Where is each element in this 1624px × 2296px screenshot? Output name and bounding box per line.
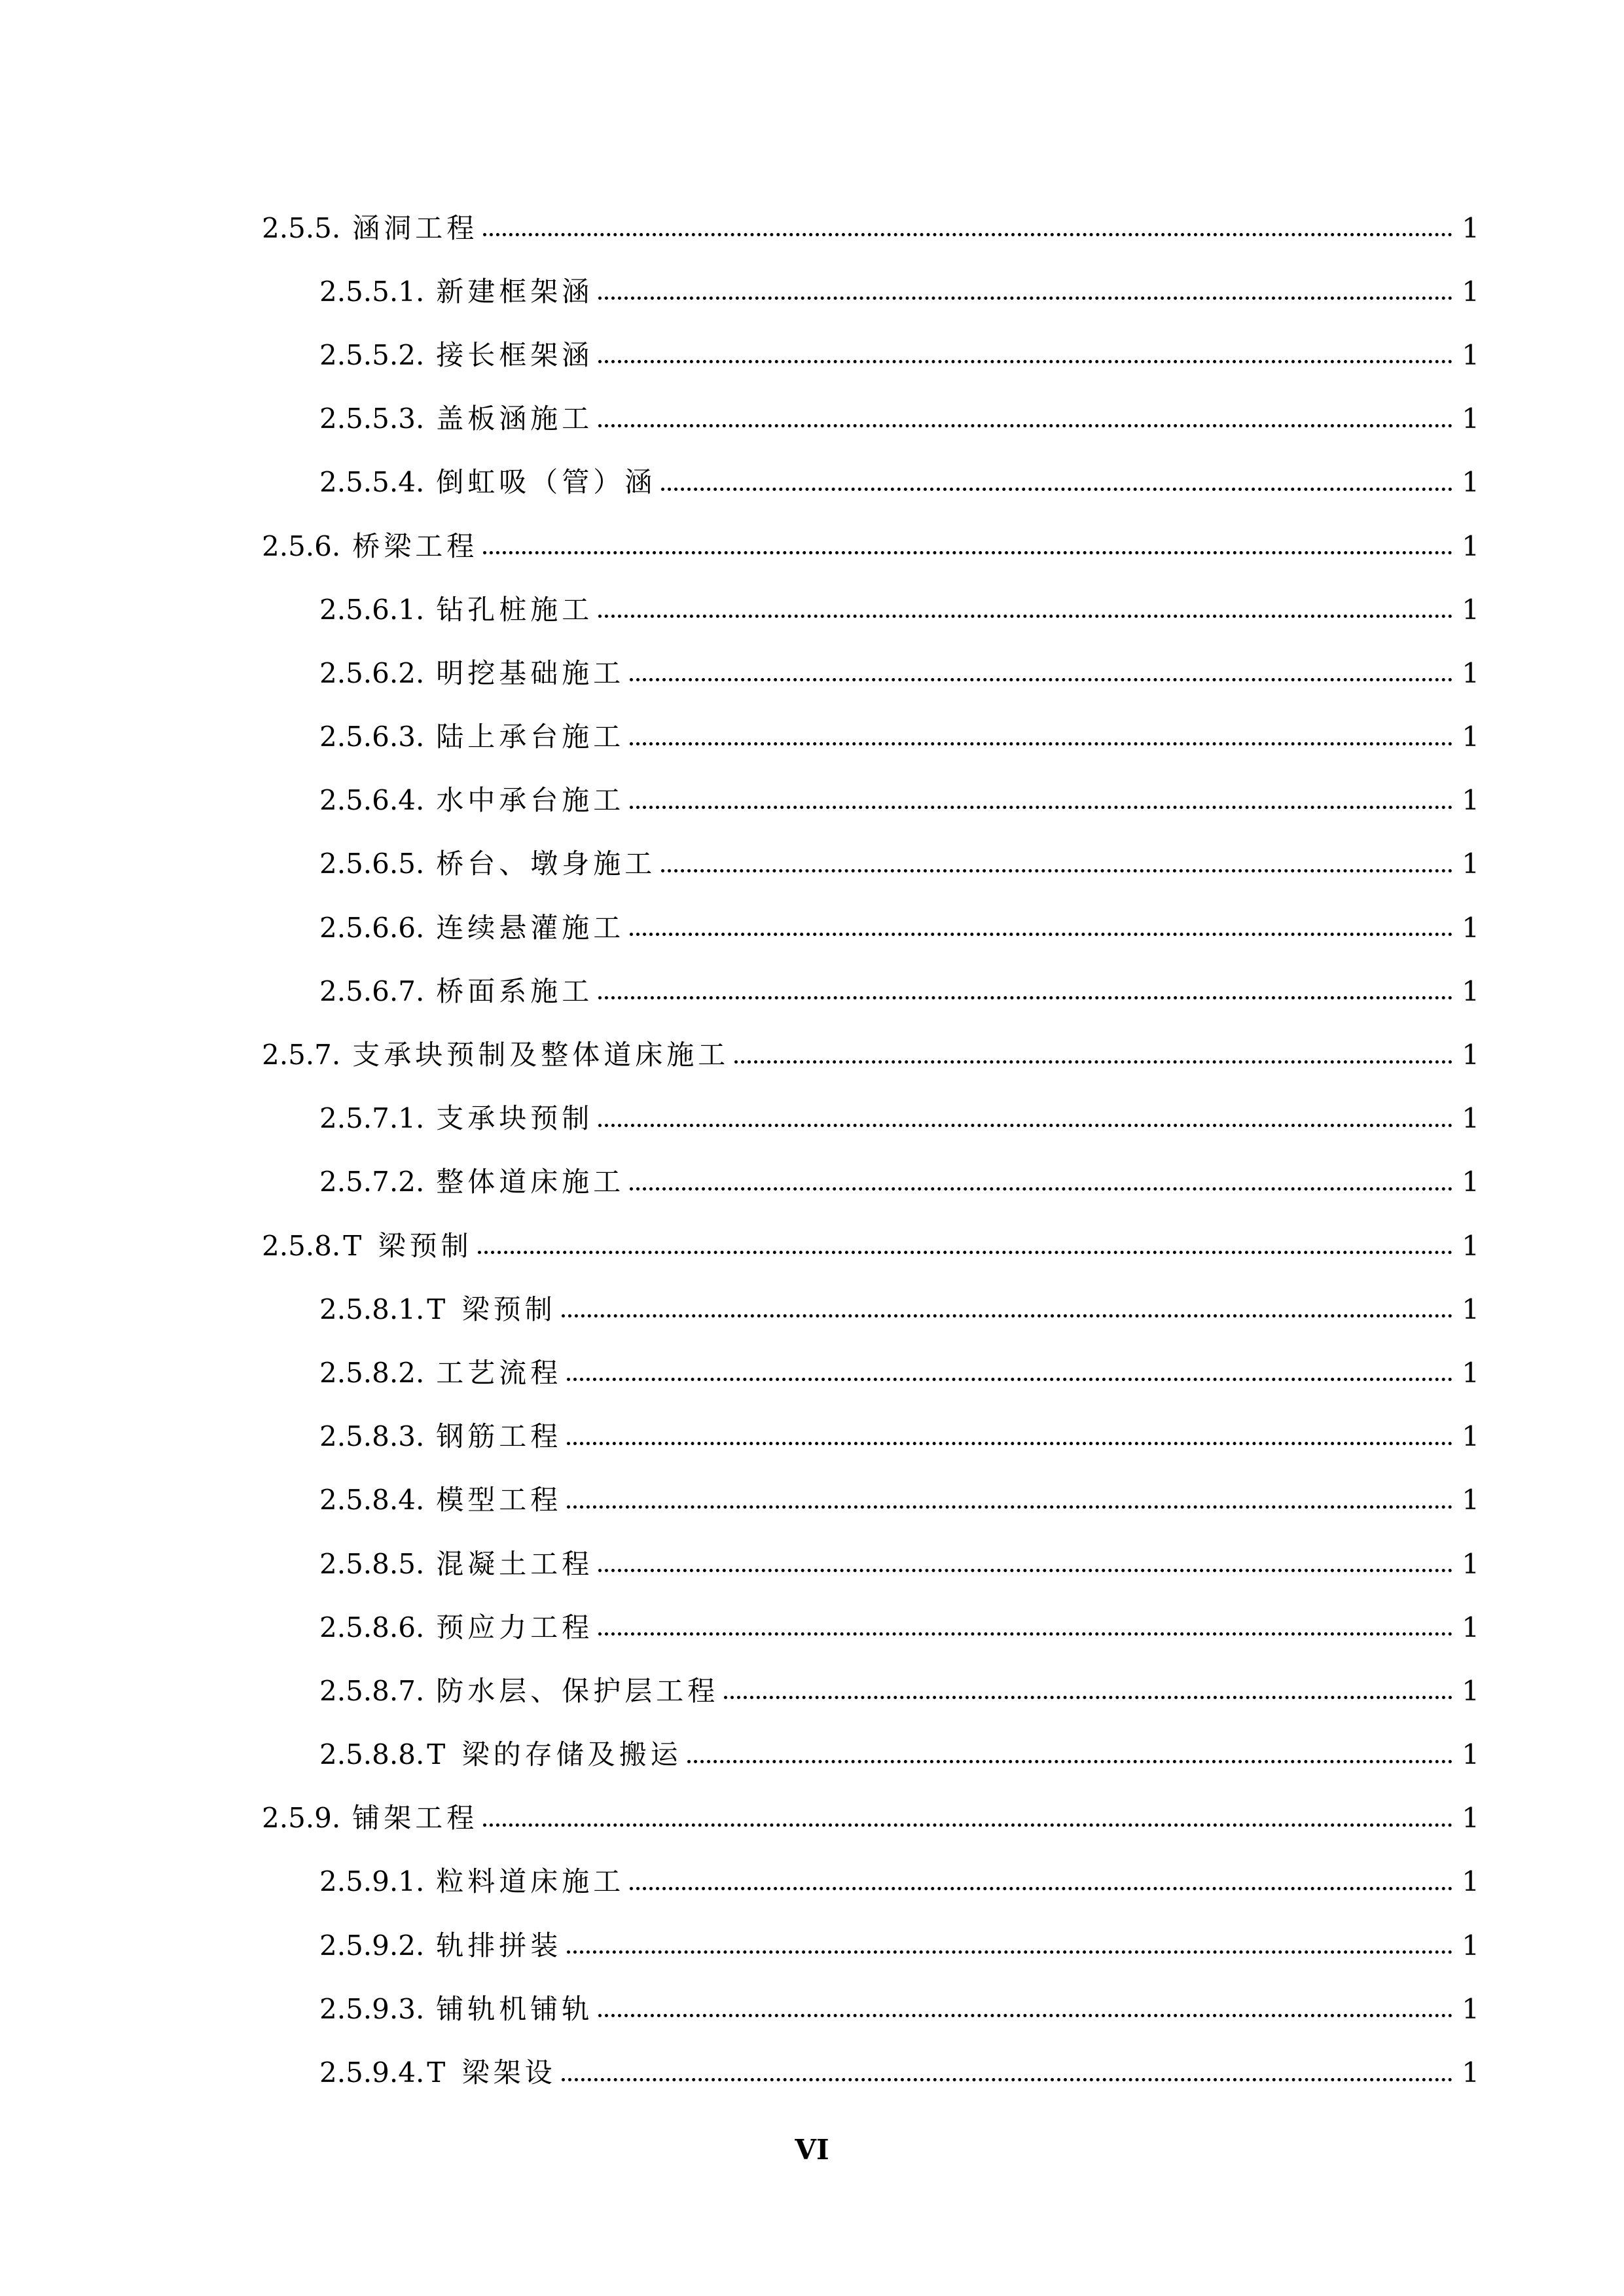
toc-entry-title: 支承块预制及整体道床施工 — [352, 1039, 730, 1071]
dot-leader — [567, 1950, 1453, 1954]
dot-leader — [483, 551, 1453, 554]
toc-entry[interactable] — [262, 451, 1479, 514]
toc-entry[interactable] — [262, 1278, 1479, 1341]
toc-entry-title: 倒虹吸（管）涵 — [436, 466, 657, 499]
dot-leader — [630, 742, 1453, 745]
toc-entry-title: 新建框架涵 — [436, 275, 594, 308]
dot-leader — [687, 1760, 1453, 1763]
dot-leader — [598, 615, 1453, 618]
dot-leader — [598, 360, 1453, 363]
toc-entry-page: 1 — [1462, 1039, 1479, 1071]
page-number: VI — [795, 2134, 829, 2166]
toc-entry[interactable] — [262, 260, 1479, 323]
toc-entry-number: 2.5.6.5. — [319, 848, 425, 880]
dot-leader — [661, 869, 1453, 872]
toc-entry[interactable] — [262, 833, 1479, 896]
dot-leader — [630, 678, 1453, 681]
toc-entry-number: 2.5.8.4. — [319, 1484, 425, 1516]
toc-entry-page: 1 — [1462, 275, 1479, 308]
toc-entry-title: 铺架工程 — [352, 1802, 478, 1835]
toc-entry-page: 1 — [1462, 1674, 1479, 1707]
toc-entry-number: 2.5.7. — [262, 1039, 341, 1071]
toc-entry-title: T 梁预制 — [427, 1293, 556, 1325]
dot-leader — [630, 806, 1453, 809]
toc-entry-page: 1 — [1462, 848, 1479, 880]
toc-entry-number: 2.5.6.4. — [319, 784, 425, 817]
toc-entry[interactable] — [262, 1914, 1479, 1977]
toc-entry-page: 1 — [1462, 2056, 1479, 2089]
toc-entry-page: 1 — [1462, 911, 1479, 944]
toc-entry-number: 2.5.9.3. — [319, 1992, 425, 2025]
toc-entry-title: 钢筋工程 — [436, 1420, 562, 1453]
dot-leader — [567, 1378, 1453, 1381]
toc-entry[interactable] — [262, 196, 1479, 260]
toc-entry-page: 1 — [1462, 1102, 1479, 1135]
toc-entry-number: 2.5.8.6. — [319, 1611, 425, 1643]
toc-entry-title: 连续悬灌施工 — [436, 911, 625, 944]
dot-leader — [562, 2078, 1453, 2081]
dot-leader — [598, 996, 1453, 999]
toc-entry[interactable] — [262, 641, 1479, 705]
toc-entry-title: T 梁预制 — [343, 1229, 473, 1262]
toc-entry-number: 2.5.8.3. — [319, 1420, 425, 1453]
dot-leader — [724, 1696, 1453, 1699]
toc-entry-number: 2.5.7.2. — [319, 1166, 425, 1198]
toc-entry-number: 2.5.5.4. — [319, 466, 425, 499]
toc-entry-page: 1 — [1462, 656, 1479, 689]
toc-entry-title: 桥面系施工 — [436, 975, 594, 1007]
toc-entry-title: 模型工程 — [436, 1484, 562, 1516]
toc-entry-title: 桥梁工程 — [352, 529, 478, 562]
toc-entry-page: 1 — [1462, 403, 1479, 435]
toc-entry[interactable] — [262, 1596, 1479, 1659]
toc-entry[interactable] — [262, 1787, 1479, 1850]
dot-leader — [598, 1632, 1453, 1636]
toc-entry-page: 1 — [1462, 1166, 1479, 1198]
toc-entry-title: 明挖基础施工 — [436, 656, 625, 689]
toc-entry-page: 1 — [1462, 1738, 1479, 1771]
toc-entry-number: 2.5.8.2. — [319, 1356, 425, 1389]
toc-entry-number: 2.5.8.5. — [319, 1547, 425, 1580]
toc-entry-title: T 梁架设 — [427, 2056, 556, 2089]
toc-entry[interactable] — [262, 1723, 1479, 1787]
toc-entry-title: 混凝土工程 — [436, 1547, 594, 1580]
toc-entry-title: 支承块预制 — [436, 1102, 594, 1135]
dot-leader — [661, 488, 1453, 491]
toc-entry-number: 2.5.6.7. — [319, 975, 425, 1007]
toc-entry[interactable] — [262, 1850, 1479, 1914]
toc-entry-number: 2.5.5. — [262, 211, 341, 244]
toc-entry-title: 工艺流程 — [436, 1356, 562, 1389]
toc-entry-page: 1 — [1462, 975, 1479, 1007]
toc-entry[interactable] — [262, 514, 1479, 578]
dot-leader — [734, 1060, 1453, 1064]
toc-entry-page: 1 — [1462, 338, 1479, 371]
toc-entry[interactable] — [262, 1151, 1479, 1214]
toc-entry-page: 1 — [1462, 721, 1479, 753]
toc-entry-number: 2.5.5.1. — [319, 275, 425, 308]
toc-entry-number: 2.5.8.1. — [319, 1293, 425, 1325]
dot-leader — [562, 1314, 1453, 1318]
dot-leader — [598, 424, 1453, 427]
dot-leader — [598, 2014, 1453, 2017]
toc-entry[interactable] — [262, 1405, 1479, 1469]
toc-entry[interactable] — [262, 896, 1479, 960]
toc-entry-page: 1 — [1462, 1865, 1479, 1898]
toc-entry-number: 2.5.6.2. — [319, 656, 425, 689]
dot-leader — [598, 1124, 1453, 1127]
dot-leader — [483, 1823, 1453, 1827]
toc-entry-page: 1 — [1462, 466, 1479, 499]
toc-entry-title: 防水层、保护层工程 — [436, 1674, 719, 1707]
toc-entry[interactable] — [262, 1659, 1479, 1723]
toc-entry-page: 1 — [1462, 784, 1479, 817]
toc-entry-page: 1 — [1462, 1992, 1479, 2025]
dot-leader — [567, 1505, 1453, 1509]
toc-entry-number: 2.5.8.8. — [319, 1738, 425, 1771]
toc-entry[interactable] — [262, 1977, 1479, 2041]
toc-entry-number: 2.5.5.3. — [319, 403, 425, 435]
toc-entry-number: 2.5.9. — [262, 1802, 341, 1835]
toc-entry-title: 粒料道床施工 — [436, 1865, 625, 1898]
dot-leader — [567, 1442, 1453, 1445]
toc-entry[interactable] — [262, 1023, 1479, 1086]
toc-entry-title: 钻孔桩施工 — [436, 593, 594, 626]
toc-entry[interactable] — [262, 2041, 1479, 2104]
toc-entry-page: 1 — [1462, 1929, 1479, 1962]
dot-leader — [598, 1569, 1453, 1572]
toc-entry[interactable] — [262, 323, 1479, 387]
toc-entry[interactable] — [262, 1214, 1479, 1278]
toc-entry-title: 涵洞工程 — [352, 211, 478, 244]
dot-leader — [630, 1887, 1453, 1890]
toc-entry-title: 铺轨机铺轨 — [436, 1992, 594, 2025]
toc-entry[interactable] — [262, 1469, 1479, 1532]
toc-entry-number: 2.5.9.2. — [319, 1929, 425, 1962]
toc-entry-page: 1 — [1462, 1611, 1479, 1643]
toc-entry-title: 水中承台施工 — [436, 784, 625, 817]
table-of-contents — [262, 196, 1479, 2105]
toc-entry-title: 接长框架涵 — [436, 338, 594, 371]
dot-leader — [483, 233, 1453, 236]
toc-entry-title: 桥台、墩身施工 — [436, 848, 657, 880]
toc-entry-title: 预应力工程 — [436, 1611, 594, 1643]
dot-leader — [630, 1187, 1453, 1191]
toc-entry-number: 2.5.6. — [262, 529, 341, 562]
toc-entry-number: 2.5.9.1. — [319, 1865, 425, 1898]
toc-entry-page: 1 — [1462, 593, 1479, 626]
toc-entry-title: 轨排拼装 — [436, 1929, 562, 1962]
toc-entry-page: 1 — [1462, 1484, 1479, 1516]
toc-entry-page: 1 — [1462, 1293, 1479, 1325]
toc-entry-title: 整体道床施工 — [436, 1166, 625, 1198]
toc-entry-number: 2.5.6.3. — [319, 721, 425, 753]
toc-entry[interactable] — [262, 1341, 1479, 1405]
toc-entry[interactable] — [262, 1532, 1479, 1596]
toc-entry-title: T 梁的存储及搬运 — [427, 1738, 682, 1771]
toc-entry[interactable] — [262, 960, 1479, 1023]
toc-entry[interactable] — [262, 1087, 1479, 1151]
toc-entry-number: 2.5.6.6. — [319, 911, 425, 944]
toc-entry[interactable] — [262, 706, 1479, 769]
dot-leader — [478, 1251, 1453, 1254]
toc-entry-title: 陆上承台施工 — [436, 721, 625, 753]
toc-entry[interactable] — [262, 769, 1479, 833]
toc-entry-number: 2.5.8.7. — [319, 1674, 425, 1707]
toc-entry-page: 1 — [1462, 1802, 1479, 1835]
toc-entry-page: 1 — [1462, 1356, 1479, 1389]
toc-entry-number: 2.5.5.2. — [319, 338, 425, 371]
toc-entry-number: 2.5.7.1. — [319, 1102, 425, 1135]
toc-entry-number: 2.5.6.1. — [319, 593, 425, 626]
dot-leader — [630, 933, 1453, 936]
toc-entry-page: 1 — [1462, 529, 1479, 562]
toc-entry-number: 2.5.8. — [262, 1229, 341, 1262]
toc-entry-title: 盖板涵施工 — [436, 403, 594, 435]
toc-entry[interactable] — [262, 578, 1479, 641]
toc-entry[interactable] — [262, 387, 1479, 451]
toc-entry-page: 1 — [1462, 211, 1479, 244]
toc-entry-page: 1 — [1462, 1229, 1479, 1262]
toc-entry-number: 2.5.9.4. — [319, 2056, 425, 2089]
dot-leader — [598, 296, 1453, 300]
toc-entry-page: 1 — [1462, 1547, 1479, 1580]
toc-entry-page: 1 — [1462, 1420, 1479, 1453]
